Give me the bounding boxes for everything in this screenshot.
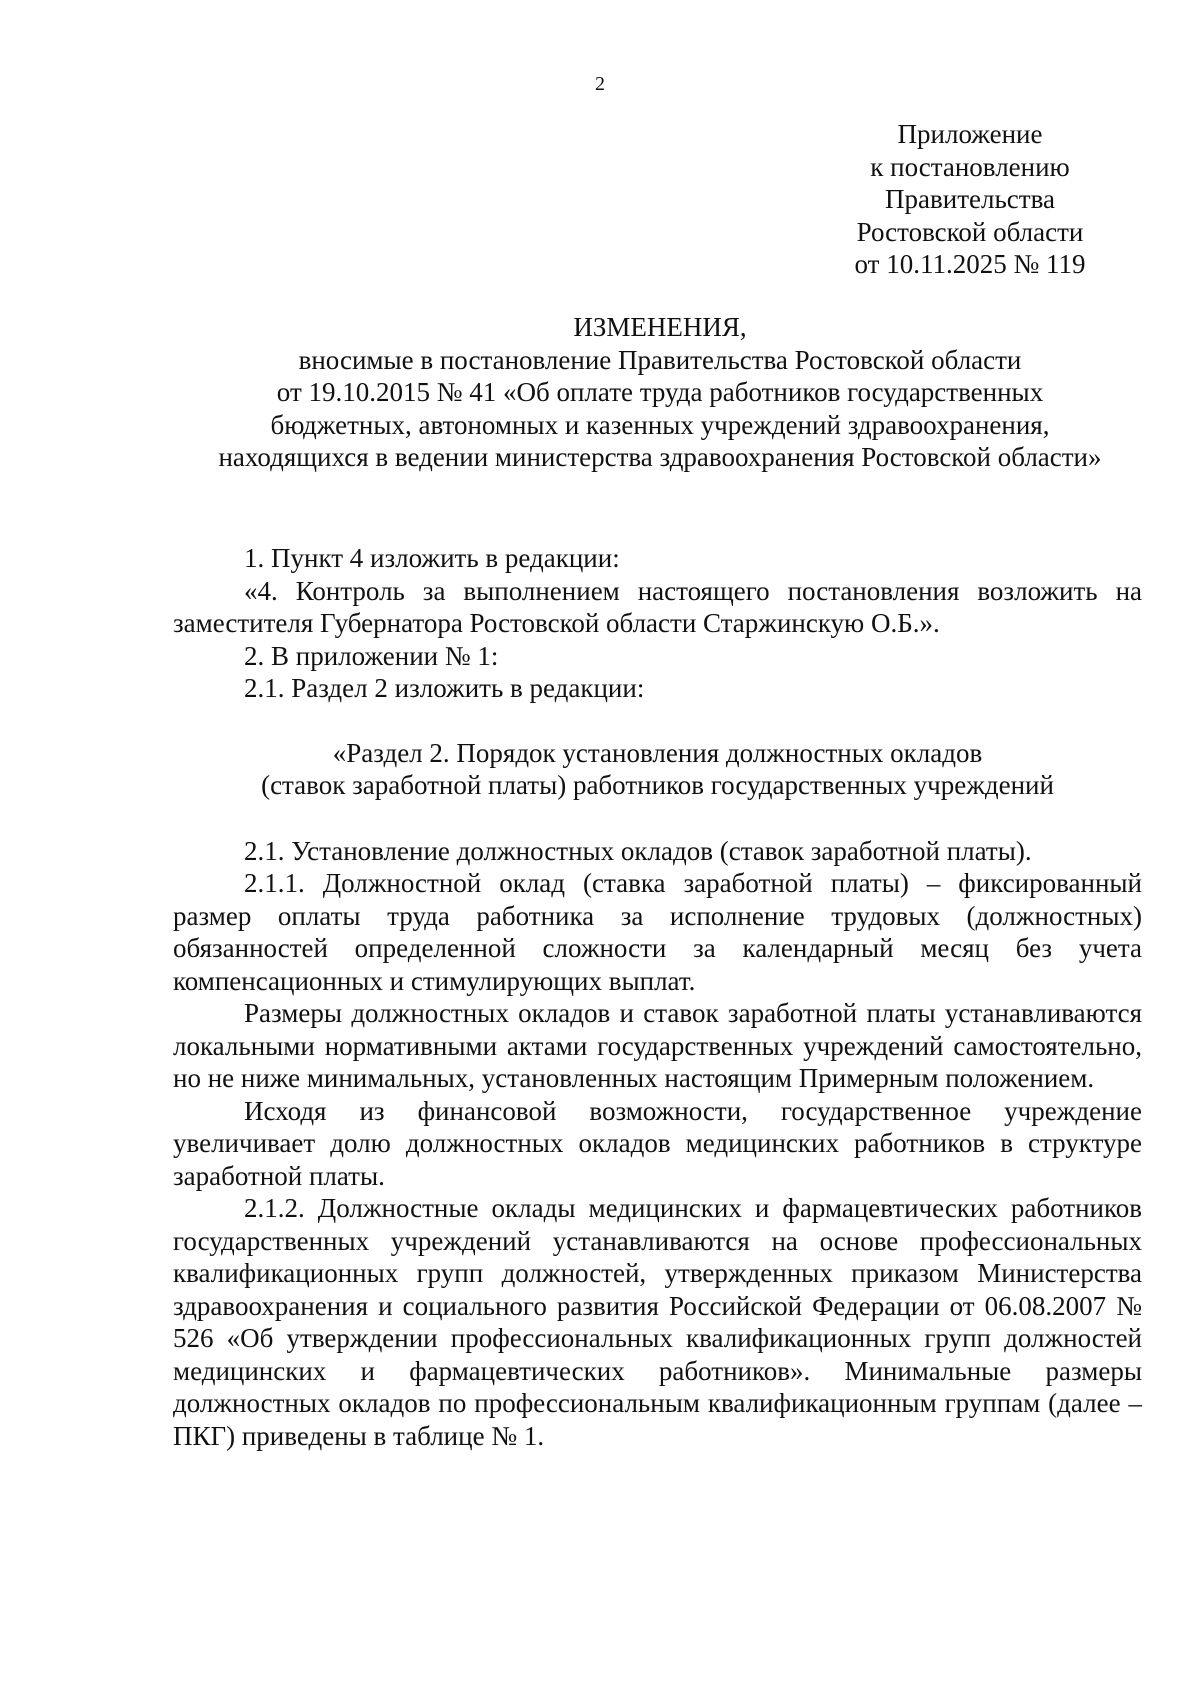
section-heading-line: «Раздел 2. Порядок установления должностных окладов bbox=[332, 737, 983, 768]
appendix-line: к постановлению bbox=[870, 151, 1070, 182]
paragraph: 2.1.1. Должностной оклад (ставка заработной платы) – фиксированный размер оплаты труда работника за исполнение трудовых (должностных) обязанностей определенной сложности за календарный месяц без учета компенсационных и стимулирующих выплат. bbox=[173, 868, 1142, 996]
title-line: вносимые в постановление Правительства Ростовской области bbox=[298, 344, 1022, 375]
paragraph: «4. Контроль за выполнением настоящего постановления возложить на заместителя Губернатора Ростовской области Старжинскую О.Б.». bbox=[173, 575, 1142, 638]
paragraph: 2.1. Раздел 2 изложить в редакции: bbox=[244, 673, 645, 703]
appendix-line: Ростовской области bbox=[856, 216, 1084, 247]
document-body bbox=[173, 542, 1142, 1452]
paragraph: Исходя из финансовой возможности, государственное учреждение увеличивает долю должностных окладов медицинских работников в структуре заработной платы. bbox=[173, 1095, 1142, 1191]
paragraph: Размеры должностных окладов и ставок заработной платы устанавливаются локальными нормативными актами государственных учреждений самостоятельно, но не ниже минимальных, установленных настоящим Примерным положением. bbox=[173, 998, 1142, 1093]
section-heading-line: (ставок заработной платы) работников государственных учреждений bbox=[261, 770, 1054, 800]
paragraph: 2.1.2. Должностные оклады медицинских и фармацевтических работников государственных учреждений устанавливаются на основе профессиональных квалификационных групп должностей, утвержденных приказом Министерства здравоохранения и социального развития Российской Федерации от 06.08.2007 № 526 «Об утверждении профессиональных квалификационных групп должностей медицинских и фармацевтических работников». Минимальные размеры должностных окладов по профессиональным квалификационным группам (далее – ПКГ) приведены в таблице № 1. bbox=[173, 1193, 1142, 1451]
page-number: 2 bbox=[595, 73, 605, 95]
appendix-block bbox=[820, 118, 1120, 281]
appendix-line: Правительства bbox=[885, 184, 1055, 214]
appendix-line: Приложение bbox=[897, 119, 1043, 149]
section-heading bbox=[173, 737, 1142, 802]
paragraph: 2.1. Установление должностных окладов (ставок заработной платы). bbox=[244, 835, 1032, 866]
paragraph: 1. Пункт 4 изложить в редакции: bbox=[244, 543, 620, 573]
document-title bbox=[0, 311, 1200, 474]
paragraph: 2. В приложении № 1: bbox=[244, 640, 499, 671]
title-line: от 19.10.2015 № 41 «Об оплате труда работников государственных bbox=[276, 377, 1044, 407]
title-heading: ИЗМЕНЕНИЯ, bbox=[573, 312, 747, 342]
title-line: находящихся в ведении министерства здравоохранения Ростовской области» bbox=[218, 442, 1102, 472]
appendix-line: от 10.11.2025 № 119 bbox=[854, 249, 1086, 279]
title-line: бюджетных, автономных и казенных учреждений здравоохранения, bbox=[270, 409, 1050, 440]
